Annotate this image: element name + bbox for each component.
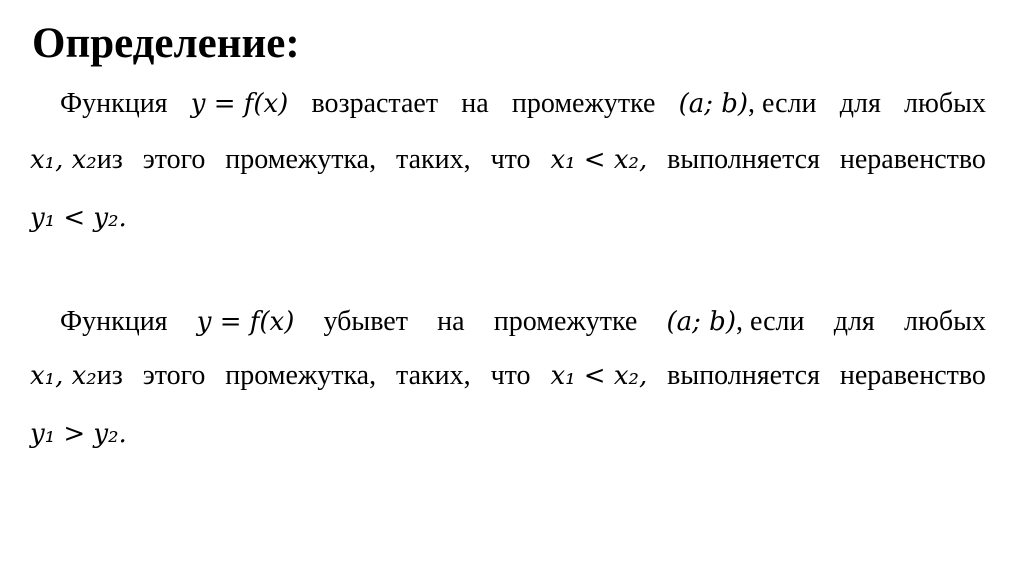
word: что (490, 360, 531, 391)
word: неравенство (839, 144, 986, 175)
word: из (96, 360, 123, 391)
inequality-formula: y₁ < y₂. (30, 203, 127, 233)
word: этого (142, 144, 206, 175)
variables-expression (30, 356, 123, 396)
word: , если (748, 88, 817, 119)
word-decreasing: убывет (323, 306, 408, 337)
function-formula: y = f(x) (196, 307, 295, 337)
definition-decreasing-line-2 (30, 356, 986, 396)
word: из (96, 144, 123, 175)
word: таких, (396, 144, 471, 175)
interval-expression (667, 302, 805, 342)
function-formula: y = f(x) (190, 89, 289, 119)
word: выполняется (667, 144, 820, 175)
word: выполняется (667, 360, 820, 391)
word: промежутка, (225, 360, 377, 391)
word: промежутка, (225, 144, 377, 175)
condition-formula: x₁ < x₂, (550, 145, 648, 175)
definition-increasing-line-2 (30, 140, 986, 180)
variables-formula: x₁, x₂ (30, 145, 97, 175)
interval-expression (679, 84, 817, 124)
word: таких, (396, 360, 471, 391)
word: что (490, 144, 531, 175)
definition-decreasing-line-3 (30, 414, 127, 454)
word: на (437, 306, 465, 337)
word: этого (142, 360, 206, 391)
inequality-formula: y₁ > y₂. (30, 419, 127, 449)
word: для (833, 306, 875, 337)
condition-formula: x₁ < x₂, (550, 361, 648, 391)
word: Функция (60, 88, 168, 119)
interval-formula: (a; b) (666, 307, 736, 337)
definition-increasing-line-1 (30, 84, 986, 124)
word: Функция (60, 306, 168, 337)
word: любых (904, 306, 986, 337)
word: промежутке (511, 88, 656, 119)
variables-formula: x₁, x₂ (30, 361, 97, 391)
definition-decreasing-line-1 (30, 302, 986, 342)
word: промежутке (493, 306, 638, 337)
slide-title: Определение: (32, 20, 300, 67)
word: любых (904, 88, 986, 119)
word-increasing: возрастает (311, 88, 439, 119)
word: на (461, 88, 489, 119)
word: для (839, 88, 881, 119)
interval-formula: (a; b) (678, 89, 749, 119)
definition-increasing-line-3 (30, 198, 127, 238)
word: неравенство (839, 360, 986, 391)
variables-expression (30, 140, 123, 180)
word: , если (735, 306, 805, 337)
